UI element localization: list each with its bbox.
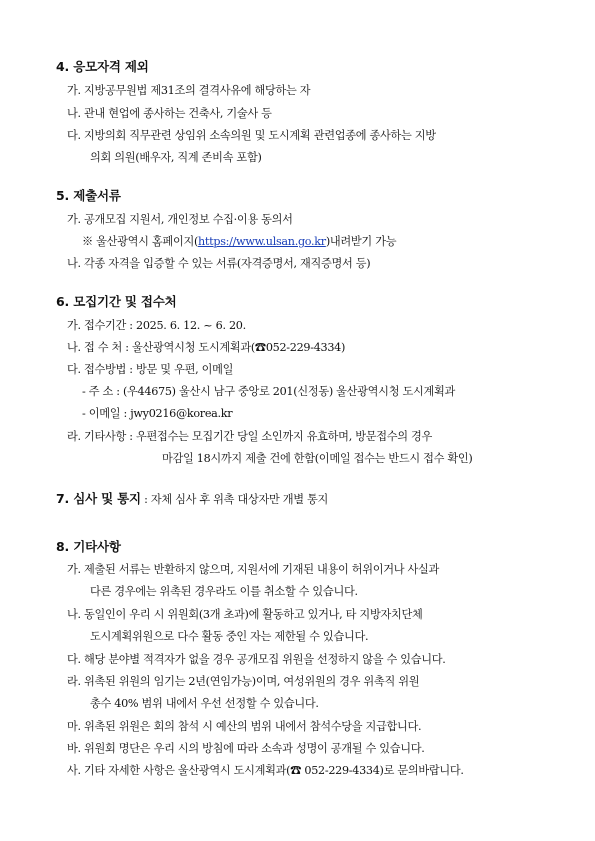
section-7-title: 7. 심사 및 통지 xyxy=(56,491,141,506)
s6-email: - 이메일 : jwy0216@korea.kr xyxy=(82,407,233,420)
s6-item-ra-line2: 마감일 18시까지 제출 건에 한함(이메일 접수는 반드시 접수 확인) xyxy=(162,452,473,465)
s8-item-ga-line1: 가. 제출된 서류는 반환하지 않으며, 지원서에 기재된 내용이 허위이거나 사실과 xyxy=(67,563,440,576)
section-6-title: 6. 모집기간 및 접수처 xyxy=(56,294,177,309)
section-7-text: : 자체 심사 후 위촉 대상자만 개별 통지 xyxy=(140,493,329,506)
s6-item-da: 다. 접수방법 : 방문 및 우편, 이메일 xyxy=(67,363,234,376)
s8-item-ra-line2: 총수 40% 범위 내에서 우선 선정할 수 있습니다. xyxy=(90,697,319,710)
s8-item-na-line2: 도시계획위원으로 다수 활동 중인 자는 제한될 수 있습니다. xyxy=(90,630,369,643)
section-4-title: 4. 응모자격 제외 xyxy=(56,59,149,74)
s5-note-suffix: )내려받기 가능 xyxy=(325,235,397,248)
s5-item-na: 나. 각종 자격을 입증할 수 있는 서류(자격증명서, 재직증명서 등) xyxy=(67,257,371,270)
ulsan-homepage-link[interactable]: https://www.ulsan.go.kr xyxy=(198,235,326,248)
section-5-title: 5. 제출서류 xyxy=(56,188,121,203)
s6-item-na: 나. 접 수 처 : 울산광역시청 도시계획과(☎052-229-4334) xyxy=(67,341,346,354)
s8-item-ba: 바. 위원회 명단은 우리 시의 방침에 따라 소속과 성명이 공개될 수 있습니다. xyxy=(67,742,425,755)
s8-item-ga-line2: 다른 경우에는 위촉된 경우라도 이를 취소할 수 있습니다. xyxy=(90,585,358,598)
section-8-title: 8. 기타사항 xyxy=(56,539,121,554)
s5-note-prefix: ※ 울산광역시 홈페이지( xyxy=(82,235,199,248)
s4-item-ga: 가. 지방공무원법 제31조의 결격사유에 해당하는 자 xyxy=(67,84,311,97)
s6-address: - 주 소 : (우44675) 울산시 남구 중앙로 201(신정동) 울산광역시청 도시계획과 xyxy=(82,385,455,398)
s8-item-sa: 사. 기타 자세한 사항은 울산광역시 도시계획과(☎ 052-229-4334)로 문의바랍니다. xyxy=(67,764,464,777)
s8-item-ra-line1: 라. 위촉된 위원의 임기는 2년(연임가능)이며, 여성위원의 경우 위촉직 위원 xyxy=(67,675,420,688)
section-7 xyxy=(56,489,328,507)
s6-item-ga: 가. 접수기간 : 2025. 6. 12. ~ 6. 20. xyxy=(67,319,246,332)
s8-item-da: 다. 해당 분야별 적격자가 없을 경우 공개모집 위원을 선정하지 않을 수 있습니다. xyxy=(67,653,446,666)
s4-item-da-line1: 다. 지방의회 직무관련 상임위 소속의원 및 도시계획 관련업종에 종사하는 지방 xyxy=(67,129,436,142)
s4-item-da-line2: 의회 의원(배우자, 직계 존비속 포함) xyxy=(90,151,262,164)
s8-item-na-line1: 나. 동일인이 우리 시 위원회(3개 초과)에 활동하고 있거나, 타 지방자치단체 xyxy=(67,608,423,621)
s5-item-ga: 가. 공개모집 지원서, 개인정보 수집·이용 동의서 xyxy=(67,213,293,226)
s6-item-ra-line1: 라. 기타사항 : 우편접수는 모집기간 당일 소인까지 유효하며, 방문접수의 경우 xyxy=(67,430,433,443)
s4-item-na: 나. 관내 현업에 종사하는 건축사, 기술사 등 xyxy=(67,107,272,120)
s5-note xyxy=(82,233,396,249)
s8-item-ma: 마. 위촉된 위원은 회의 참석 시 예산의 범위 내에서 참석수당을 지급합니다. xyxy=(67,720,422,733)
